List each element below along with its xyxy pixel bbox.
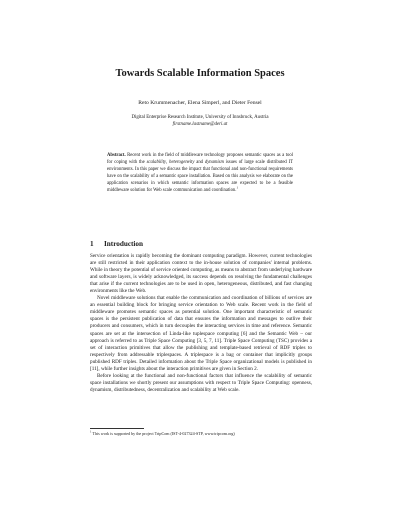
- abstract: [107, 152, 293, 195]
- abstract-emphasis-dynamism: dynamism: [204, 160, 224, 166]
- footnote: [90, 431, 312, 437]
- abstract-label: Abstract.: [107, 153, 126, 158]
- abstract-text-1: Recent work in the field of middleware technology proposes semantic spaces as a tool for coping with the: [107, 153, 294, 166]
- author-list: Reto Krummenacher, Elena Simperl, and Dieter Fensel: [138, 100, 262, 106]
- paragraph: Service orientation is rapidly becoming the dominant computing paradigm. However, current technologies are still restricted in their application context to the in-house solution of companies' internal problems. While in theory the potential of service oriented computing, as means to abstract from underlying hardware and software layers, is widely acknowledged, its success depends on resolving the fundamental challenges that arise if the current technologies are to be used in open, heterogeneous, distributed, and fast changing environments like the Web.: [90, 253, 312, 295]
- abstract-emphasis-scalability: scalability: [146, 160, 167, 166]
- author-email: firstname.lastname@deri.at: [172, 122, 228, 127]
- abstract-text-4: issues of large scale distributed IT environments. In this paper we discuss the impact that functional and non-functional requirements have on the scalability of a semantic space installation. Based on this analysis we elaborate on the application scenarios in which semantic information spaces are expected to be a feasible middleware solution for Web scale communication and coordination.: [107, 160, 293, 194]
- abstract-text-3: and: [194, 160, 205, 166]
- section-title: Introduction: [104, 240, 144, 248]
- footnote-mark: 1: [90, 429, 92, 434]
- affiliation: Digital Enterprise Research Institute, University of Innsbruck, Austria: [131, 115, 269, 120]
- footnote-text: This work is supported by the project TripCom (IST-4-027324-STP, www.tripcom.org): [92, 431, 235, 436]
- section-number: 1: [90, 240, 94, 248]
- section-body: [90, 253, 312, 394]
- abstract-footnote-mark: 1: [236, 185, 239, 190]
- footnote-rule: [90, 428, 144, 429]
- paragraph: Before looking at the functional and non-functional factors that influence the scalability of semantic space installations we shortly present our assumptions with respect to Triple Space Computing: openness, dynamism, distributedness, decentralization and scalability at Web scale.: [90, 372, 312, 393]
- abstract-emphasis-heterogeneity: heterogeneity: [169, 160, 195, 166]
- paragraph: Novel middleware solutions that enable the communication and coordination of billions of services are an essential building block for bringing service orientation to Web scale. Recent work in the field of middleware promotes semantic spaces as potential solution. One important characteristic of semantic spaces is the persistent publication of data that ensures the information and messages to outlive their producers and consumers, which in turn decouples the interacting services in time and reference. Semantic spaces are set at the intersection of Linda-like tuplespace computing [6] and the Semantic Web – our approach is referred to as Triple Space Computing [3, 5, 7, 11]. Triple Space Computing (TSC) provides a set of interaction primitives that allow the publishing and template-based retrieval of RDF triples to respectively from addressable triplespaces. A triplespace is a bag or container that implicitly groups published RDF triples. Detailed information about the Triple Space organizational models is published in [11], while further insights about the interaction primitives are given in Section 2.: [90, 295, 312, 372]
- paper-title: Towards Scalable Information Spaces: [115, 68, 285, 79]
- section-heading: [90, 240, 143, 249]
- abstract-text-2: ,: [166, 160, 170, 166]
- affiliation-block: [0, 114, 400, 128]
